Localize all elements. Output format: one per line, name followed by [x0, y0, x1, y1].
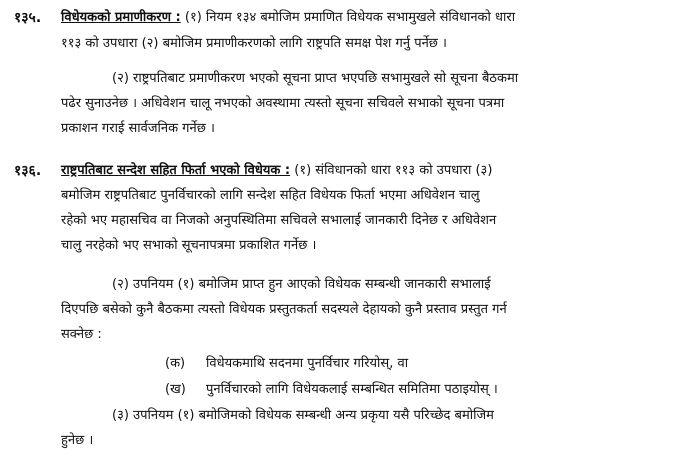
section-136-para1-line4: चालु नरहेको भए सभाको सूचनापत्रमा प्रकाशित गर्नेछ ।: [61, 238, 317, 253]
section-136-para3-line2: हुनेछ ।: [61, 433, 94, 448]
section-136-number: १३६.: [14, 163, 42, 179]
section-136-para1-line2: बमोजिम राष्ट्रपतिबाट पुनर्विचारको लागि सन्देश सहित विधेयक फिर्ता भएमा अधिवेशन चालु: [61, 188, 480, 203]
clause-kha-label: (ख): [165, 382, 186, 397]
section-135-para2-line2: पढेर सुनाउनेछ । अधिवेशन चालू नभएको अवस्थामा त्यस्तो सूचना सचिवले सभाको सूचना पत्रमा: [61, 96, 505, 111]
section-135-para1-line2: ११३ को उपधारा (२) बमोजिम प्रमाणीकरणको लागि राष्ट्रपति समक्ष पेश गर्नु पर्नेछ ।: [61, 36, 447, 51]
section-135-number: १३५.: [14, 10, 42, 26]
section-135-para1-line1: (१) नियम १३४ बमोजिम प्रमाणित विधेयक सभामुखले संविधानको धारा: [180, 10, 516, 25]
section-136-para2-line2: दिएपछि बसेको कुनै बैठकमा त्यस्तो विधेयक प्रस्तुतकर्ता सदस्यले देहायको कुनै प्रस्ताव प्रस्तुत गर्न: [61, 302, 507, 317]
section-135-para2-line1: (२) राष्ट्रपतिबाट प्रमाणीकरण भएको सूचना प्राप्त भएपछि सभामुखले सो सूचना बैठकमा: [112, 71, 519, 86]
section-135-first-line: [61, 9, 515, 27]
section-136-first-line: [61, 162, 492, 180]
section-136-para2-line3: सक्नेछ :: [61, 327, 102, 342]
clause-kha-text: पुनर्विचारको लागि विधेयकलाई सम्बन्धित समितिमा पठाइयोस् ।: [206, 382, 498, 397]
clause-ka-label: (क): [165, 356, 186, 371]
section-136-para3-line1: (३) उपनियम (१) बमोजिमको विधेयक सम्बन्धी अन्य प्रकृया यसै परिच्छेद बमोजिम: [112, 408, 494, 423]
section-135-para2-line3: प्रकाशन गराई सार्वजनिक गर्नेछ ।: [61, 121, 215, 136]
clause-ka-text: विधेयकमाथि सदनमा पुनर्विचार गरियोस्, वा: [206, 356, 409, 371]
section-136-para2-line1: (२) उपनियम (१) बमोजिम प्राप्त हुन आएको विधेयक सम्बन्धी जानकारी सभालाई: [112, 277, 491, 292]
section-136-para1-line3: रहेको भए महासचिव वा निजको अनुपस्थितिमा सचिवले सभालाई जानकारी दिनेछ र अधिवेशन: [61, 213, 497, 228]
section-135-heading: विधेयकको प्रमाणीकरण :: [61, 10, 181, 25]
section-136-heading: राष्ट्रपतिबाट सन्देश सहित फिर्ता भएको विधेयक :: [61, 163, 291, 178]
section-136-para1-line1: (१) संविधानको धारा ११३ को उपधारा (३): [290, 163, 493, 178]
